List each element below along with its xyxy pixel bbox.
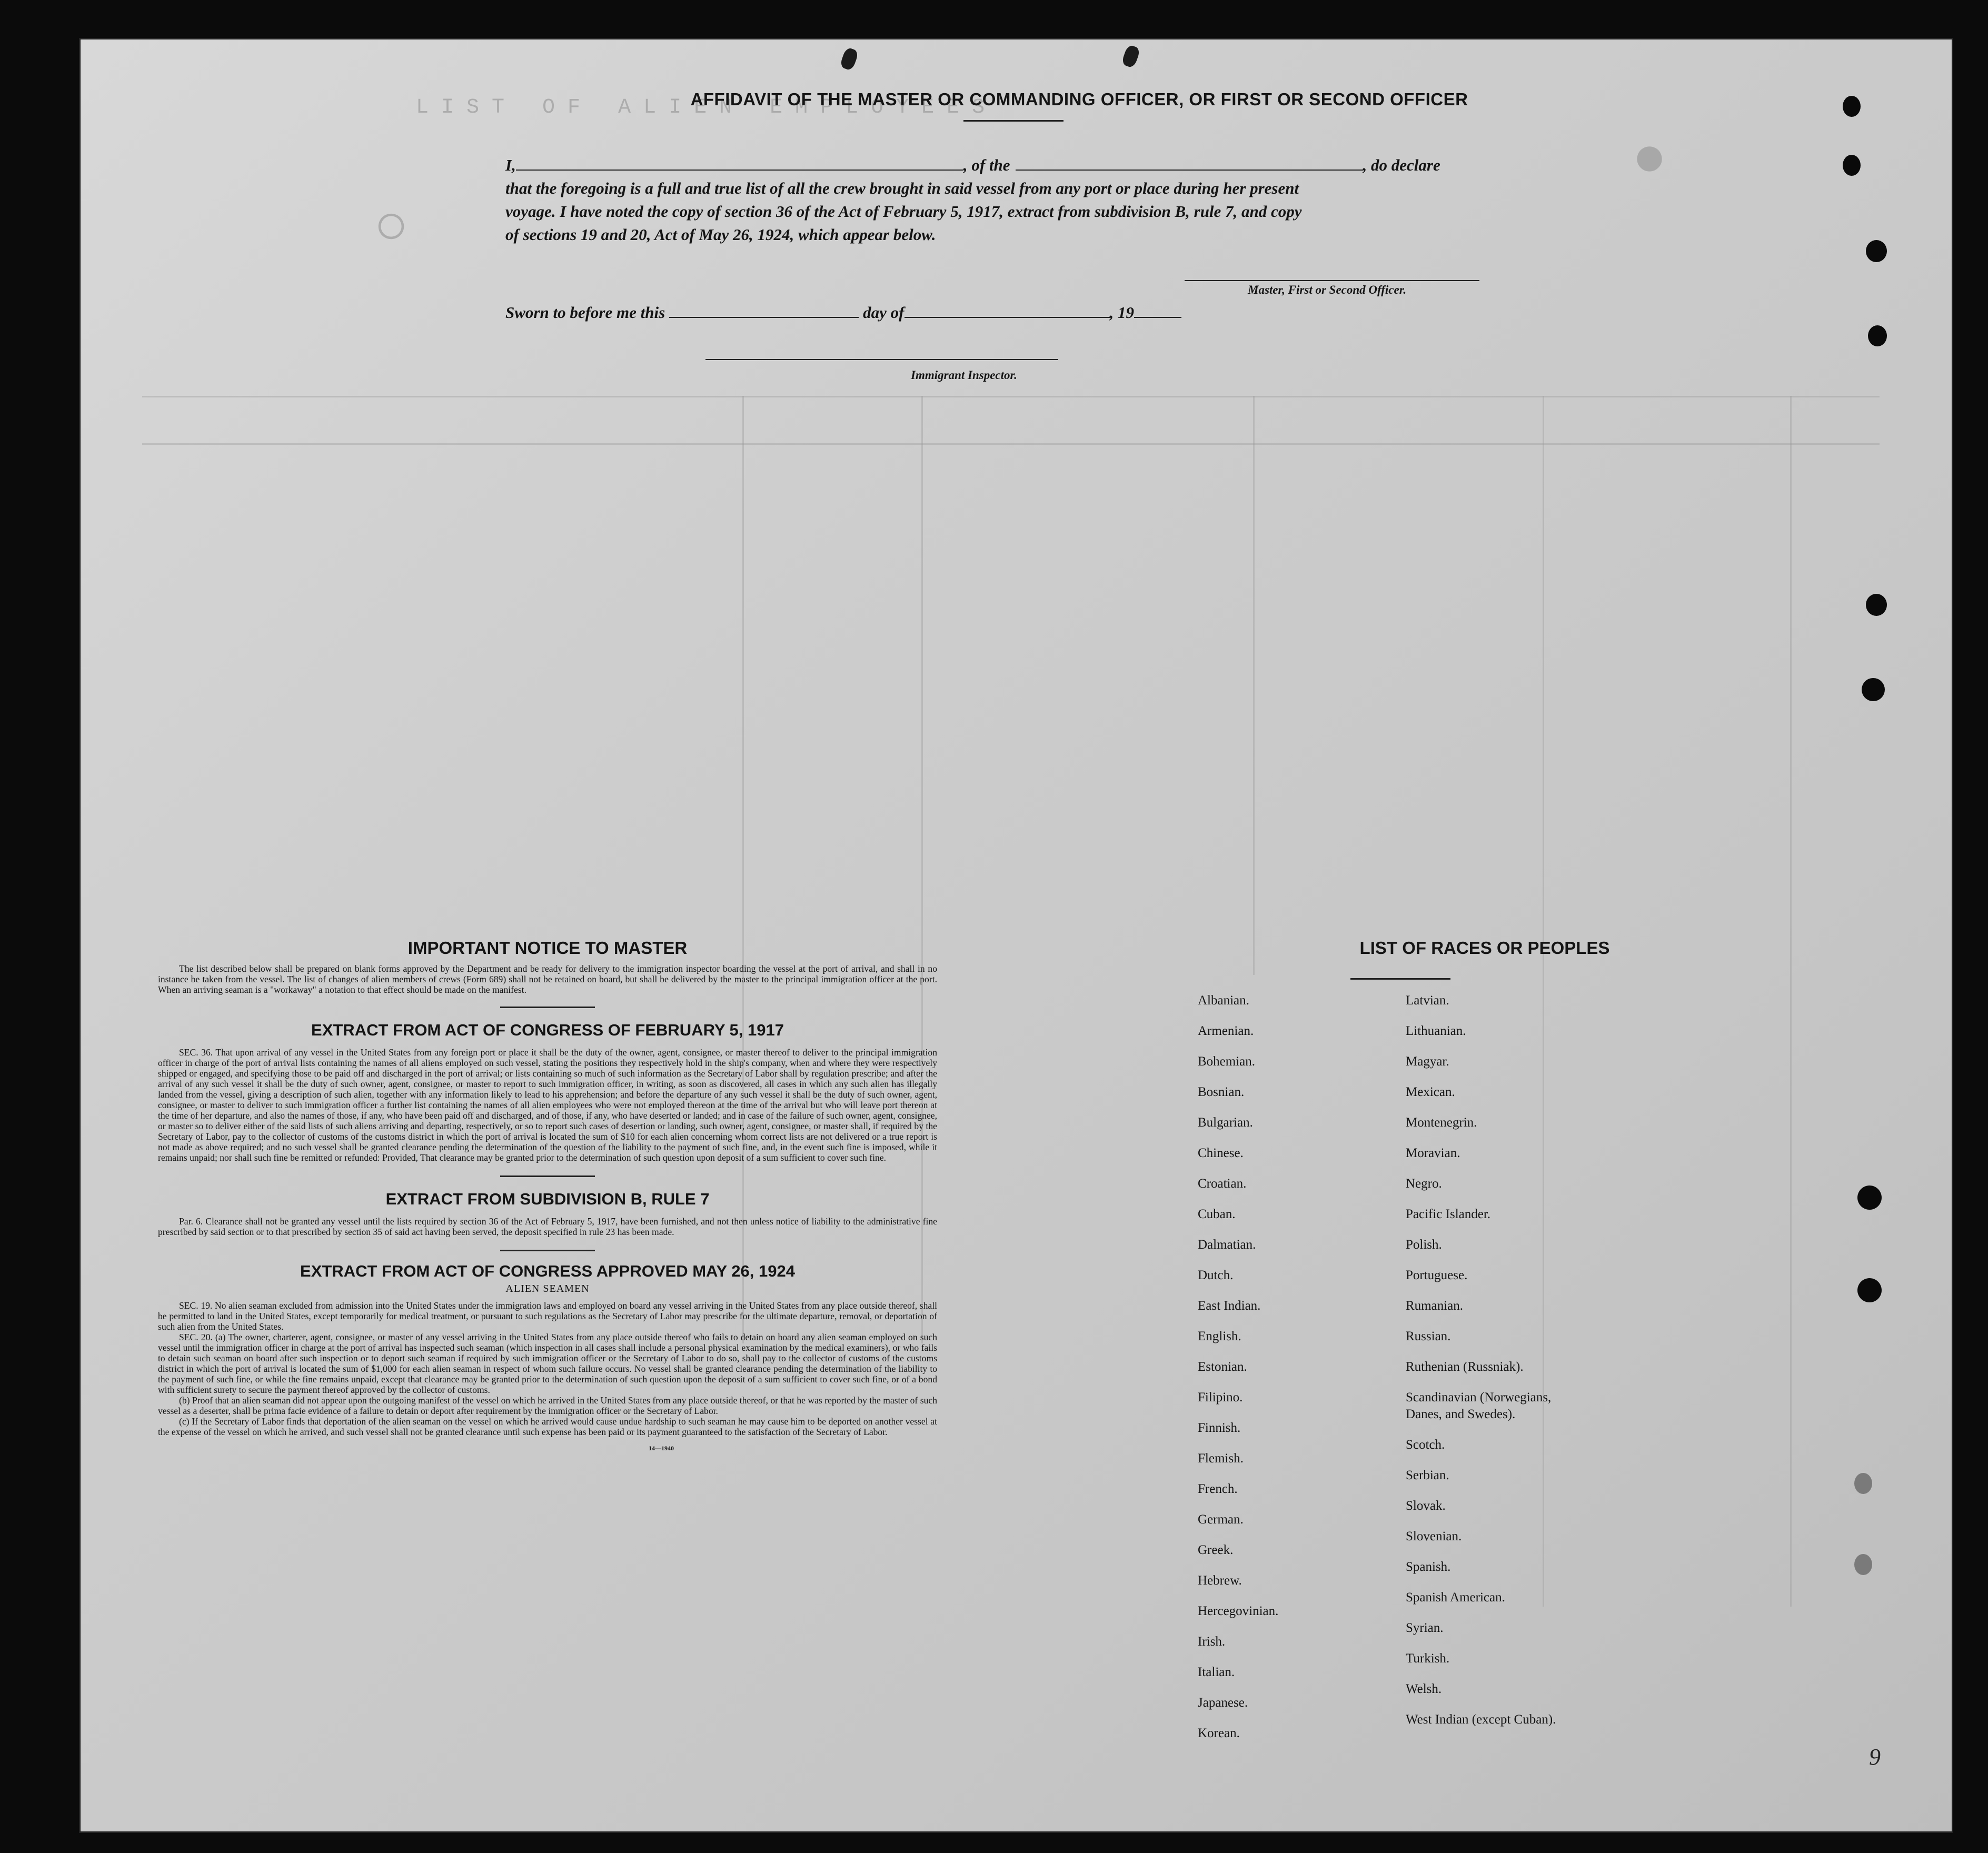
rule7-title: EXTRACT FROM SUBDIVISION B, RULE 7 <box>385 1190 710 1208</box>
race-item: Moravian. <box>1406 1146 1460 1160</box>
race-item: Turkish. <box>1406 1651 1450 1666</box>
punch-hole <box>1843 155 1861 176</box>
section-rule <box>500 1250 595 1251</box>
race-item: Mexican. <box>1406 1085 1455 1099</box>
race-item: Dutch. <box>1198 1268 1234 1282</box>
race-item: Ruthenian (Russniak). <box>1406 1360 1524 1374</box>
title-rule <box>963 120 1063 122</box>
affidavit-text: , do declare <box>1363 156 1440 174</box>
sworn-year-blank[interactable] <box>1134 303 1181 318</box>
sworn-text: Sworn to before me this <box>505 303 665 322</box>
sworn-text: day of <box>863 303 904 322</box>
punch-hole <box>1857 1185 1882 1210</box>
bleed-through-seal: ● <box>1632 127 1667 193</box>
race-item: Croatian. <box>1198 1177 1247 1191</box>
affidavit-text: I, <box>505 156 516 174</box>
race-item: Finnish. <box>1198 1421 1241 1435</box>
race-item: Flemish. <box>1198 1451 1244 1466</box>
extract-1924-title: EXTRACT FROM ACT OF CONGRESS APPROVED MAY 26, 1924 <box>300 1262 795 1280</box>
race-item: Bohemian. <box>1198 1054 1256 1069</box>
race-item: German. <box>1198 1512 1244 1527</box>
race-item: Bulgarian. <box>1198 1115 1253 1130</box>
sec20b-body: (b) Proof that an alien seaman did not appear upon the outgoing manifest of the vessel on which he arrived in the United States from any place outside thereof, or that he was reported by the master of such vessel as a deserter, shall be prima facie evidence of a failure to detain or deport after requirement by the immigration officer or the Secretary of Labor. <box>158 1395 937 1416</box>
race-item: Bosnian. <box>1198 1085 1245 1099</box>
race-item: Estonian. <box>1198 1360 1247 1374</box>
race-item: Dalmatian. <box>1198 1238 1256 1252</box>
handwritten-page-mark: 9 <box>1869 1744 1881 1770</box>
race-item: Korean. <box>1198 1726 1240 1740</box>
sworn-day-blank[interactable] <box>669 303 859 318</box>
race-item: Filipino. <box>1198 1390 1243 1404</box>
sec20a-body: SEC. 20. (a) The owner, charterer, agent, consignee, or master of any vessel arriving in the United States from any place outside thereof who fails to detain on board any alien seaman employed on such vessel until the immigration officer in charge at the port of arrival has inspected such seaman (which inspection in all cases shall include a personal physical examination by the medical examiners), or who fails to detain such seaman on board after such inspection or to deport such seaman if required by such immigration officer or the Secretary of Labor to do so, shall pay to the collector of customs of the customs district in which the port of arrival is located the sum of $1,000 for each alien seaman in respect of whom such failure occurs. No vessel shall be granted clearance pending the determination of the liability to the payment of such fine, or while the fine remains unpaid, except that clearance may be granted prior to the determination of such question upon the deposit of a sum sufficient to cover such fine, or of a bond with sufficient surety to secure the payment thereof approved by the collector of customs. <box>158 1332 937 1395</box>
punch-hole <box>1866 594 1887 616</box>
race-item: Hercegovinian. <box>1198 1604 1279 1618</box>
bleed-through-rule <box>1790 396 1792 1607</box>
punch-hole <box>1843 96 1861 117</box>
race-item: Negro. <box>1406 1177 1442 1191</box>
race-item: Spanish. <box>1406 1560 1451 1574</box>
affidavit-text: , of the <box>963 156 1010 174</box>
staple-mark <box>839 47 859 71</box>
form-number: 14—1940 <box>649 1444 674 1452</box>
affidavit-line <box>505 154 1611 177</box>
staple-mark <box>1121 44 1141 68</box>
race-item: Welsh. <box>1406 1682 1442 1696</box>
race-item: Greek. <box>1198 1543 1234 1557</box>
sworn-line <box>505 301 1611 324</box>
race-item: Hebrew. <box>1198 1573 1242 1588</box>
race-item: West Indian (except Cuban). <box>1406 1712 1556 1727</box>
paper-sheet <box>79 38 1953 1833</box>
sec20c-body: (c) If the Secretary of Labor finds that deportation of the alien seaman on the vessel on which he arrived would cause undue hardship to such seaman he may cause him to be deported on another vessel at the expense of the vessel on which he arrived, and such vessel shall not be granted clearance until such expense has been paid or its payment guaranteed to the satisfaction of the Secretary of Labor. <box>158 1416 937 1437</box>
race-item: Irish. <box>1198 1635 1226 1649</box>
race-item: Syrian. <box>1406 1621 1444 1635</box>
bleed-through: L I S T O F A L I E N E M P L O Y E E S <box>416 96 985 119</box>
legal-extracts <box>158 938 937 1452</box>
inspector-caption: Immigrant Inspector. <box>911 368 1017 382</box>
punch-hole <box>1866 240 1887 262</box>
section-rule <box>500 1007 595 1008</box>
bleed-through-rule <box>142 443 1880 445</box>
alien-seamen-subtitle: ALIEN SEAMEN <box>505 1283 590 1294</box>
race-item: Russian. <box>1406 1329 1451 1343</box>
master-caption: Master, First or Second Officer. <box>1248 283 1407 296</box>
race-item: Japanese. <box>1198 1696 1248 1710</box>
race-item: Cuban. <box>1198 1207 1236 1221</box>
sworn-month-blank[interactable] <box>904 303 1110 318</box>
race-item: Montenegrin. <box>1406 1115 1477 1130</box>
race-item: Chinese. <box>1198 1146 1244 1160</box>
affidavit-line: that the foregoing is a full and true list of all the crew brought in said vessel from any port or place during her present <box>505 179 1299 197</box>
affidavit-title: AFFIDAVIT OF THE MASTER OR COMMANDING OFFICER, OR FIRST OR SECOND OFFICER <box>690 89 1468 109</box>
punch-hole <box>1868 325 1887 346</box>
affidavit-line: of sections 19 and 20, Act of May 26, 1924, which appear below. <box>505 225 936 244</box>
extract-1917-title: EXTRACT FROM ACT OF CONGRESS OF FEBRUARY 5, 1917 <box>311 1021 784 1039</box>
punch-hole <box>1862 678 1885 701</box>
race-item: Polish. <box>1406 1238 1442 1252</box>
race-item: Slovak. <box>1406 1499 1446 1513</box>
race-item: English. <box>1198 1329 1241 1343</box>
affidavit-body <box>505 154 1611 246</box>
race-item: Scotch. <box>1406 1438 1445 1452</box>
race-item: Armenian. <box>1198 1024 1254 1038</box>
race-item: Albanian. <box>1198 993 1249 1008</box>
extract-1917-body: SEC. 36. That upon arrival of any vessel in the United States from any foreign port or place it shall be the duty of the owner, agent, consignee, or master thereof to deliver to the principal immigration officer in charge of the port of arrival lists containing the names of all aliens employed on such vessel, stating the positions they respectively hold in the ship's company, when and where they were respectively shipped or engaged, and specifying those to be paid off and discharged in the port of arrival; or lists containing so much of such information as the Secretary of Labor shall by regulation prescribe; and after the arrival of any such vessel it shall be the duty of such owner, agent, consignee, or master to report to such immigration officer, in writing, as soon as discovered, all cases in which any such alien has illegally landed from the vessel, giving a description of such alien, together with any information likely to lead to his apprehension; and before the departure of any such vessel it shall be the duty of such owner, agent, consignee, or master to deliver to such immigration officer a further list containing the names of all alien employees who were not employed thereon at the time of the arrival but who will leave port thereon at the time of her departure, and also the names of those, if any, who have been paid off and discharged, and of those, if any, who have deserted or landed; and in case of the failure of such owner, agent, consignee, or master so to deliver either of the said lists of such aliens arriving and departing, respectively, or so to report such cases of desertion or landing, such owner, agent, consignee, or master shall, if required by the Secretary of Labor, pay to the collector of customs of the customs district in which the port of arrival is located the sum of $10 for each alien concerning whom correct lists are not delivered or a true report is not made as above required; and no such vessel shall be granted clearance pending the determination of the question of the liability to the payment of such fine, and, in the event such fine is imposed, while it remains unpaid; nor shall such fine be remitted or refunded: Provided, That clearance may be granted prior to the determination of such question upon deposit of a sum sufficient to cover such fine. <box>158 1047 937 1163</box>
race-item: Slovenian. <box>1406 1529 1462 1543</box>
punch-hole <box>1854 1473 1872 1494</box>
inspector-signature-line[interactable] <box>705 359 1058 360</box>
notice-title: IMPORTANT NOTICE TO MASTER <box>407 938 688 958</box>
race-item: Lithuanian. <box>1406 1024 1466 1038</box>
race-item: East Indian. <box>1198 1299 1261 1313</box>
name-blank[interactable] <box>516 156 963 171</box>
race-item: Latvian. <box>1406 993 1449 1008</box>
race-item: Rumanian. <box>1406 1299 1464 1313</box>
race-item: Magyar. <box>1406 1054 1449 1069</box>
race-item: French. <box>1198 1482 1238 1496</box>
notice-body: The list described below shall be prepared on blank forms approved by the Department and be ready for delivery to the immigration inspector boarding the vessel at the port of arrival, and shall in no instance be taken from the vessel. The list of changes of alien members of crews (Form 689) shall not be retained on board, but shall be delivered by the master to the principal immigration officer at the port. When an arriving seaman is a "workaway" a notation to that effect should be made on the manifest. <box>158 963 937 995</box>
punch-hole <box>1857 1278 1882 1302</box>
races-right-column <box>1406 985 1690 1735</box>
race-item: Spanish American. <box>1406 1590 1505 1605</box>
race-item: Portuguese. <box>1406 1268 1468 1282</box>
sworn-text: , 19 <box>1109 303 1134 322</box>
bleed-through-stamp: ○ <box>374 196 409 262</box>
races-title: LIST OF RACES OR PEOPLES <box>1359 938 1610 958</box>
bleed-through-rule <box>1253 396 1255 975</box>
title-rule <box>1350 978 1450 980</box>
master-signature-line[interactable] <box>1185 280 1479 281</box>
bleed-through-rule <box>142 396 1880 397</box>
section-rule <box>500 1175 595 1177</box>
sec19-body: SEC. 19. No alien seaman excluded from admission into the United States under the immigration laws and employed on board any vessel arriving in the United States from any place outside thereof, shall be permitted to land in the United States, except temporarily for medical treatment, or pursuant to such regulations as the Secretary of Labor may prescribe for the ultimate departure, removal, or deportation of such alien from the United States. <box>158 1300 937 1332</box>
race-item: Italian. <box>1198 1665 1235 1679</box>
rule7-body: Par. 6. Clearance shall not be granted any vessel until the lists required by section 36 of the Act of February 5, 1917, have been furnished, and not then unless notice of liability to the administrative fine prescribed by said section or to that prescribed by section 35 of said act having been served, the deposit specified in rule 23 has been made. <box>158 1216 937 1237</box>
race-item: Serbian. <box>1406 1468 1449 1482</box>
races-left-column <box>1198 985 1398 1749</box>
race-item: Pacific Islander. <box>1406 1207 1491 1221</box>
race-item: Scandinavian (Norwegians, <box>1406 1390 1552 1404</box>
affidavit-line: voyage. I have noted the copy of section 36 of the Act of February 5, 1917, extract from subdivision B, rule 7, and copy <box>505 202 1302 221</box>
race-item: Danes, and Swedes). <box>1406 1407 1516 1421</box>
vessel-blank[interactable] <box>1016 156 1363 171</box>
punch-hole <box>1854 1554 1872 1575</box>
